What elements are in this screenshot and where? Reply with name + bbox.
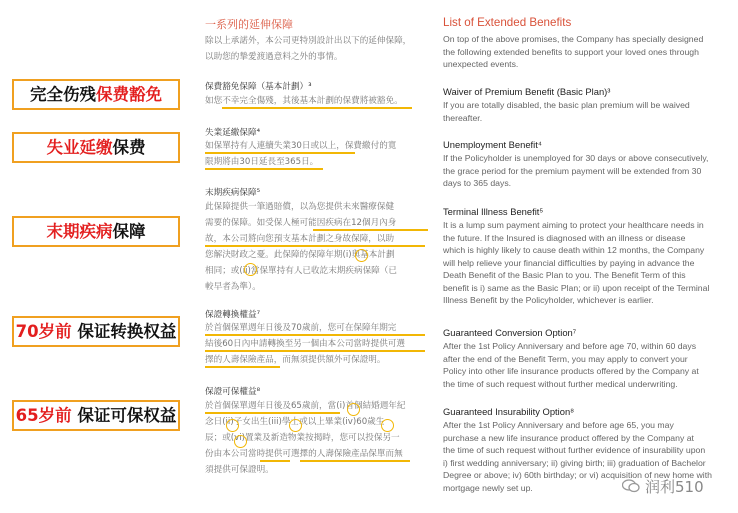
- en-body-conversion: [443, 340, 699, 390]
- zh-line: 於首個保單週年日後及70歲前，您可在保障年期完: [205, 323, 397, 333]
- en-line: After the 1st Policy Anniversary and before age 70, within 60 days: [443, 341, 697, 351]
- highlight-underline: [222, 107, 412, 109]
- en-line: the future. If the Insured is diagnosed with an illness or disease: [443, 232, 686, 243]
- en-body-terminal: [443, 219, 709, 307]
- zh-line: 於首個保單週年日後及65歲前，當(i)首個結婚週年紀: [205, 401, 406, 411]
- callout-premium-waiver: [12, 79, 180, 110]
- wechat-icon: [622, 478, 640, 492]
- en-intro: [443, 33, 703, 71]
- callout-text: 保证转换权益: [71, 322, 177, 341]
- en-head-insurability: Guaranteed Insurability Option⁸: [443, 406, 575, 417]
- en-line: the time of such request without further medical underwriting.: [443, 378, 678, 389]
- en-line: i) first wedding anniversary; ii) giving birth; iii) graduation of Bachelor: [443, 457, 706, 468]
- circle-marker: [244, 263, 257, 276]
- zh-line: 份由本公司當時提供可選擇的人壽保險產品保單而無: [205, 449, 403, 459]
- highlight-underline: [205, 334, 425, 336]
- en-line: after the end of the Benefit Term, you may apply to convert your: [443, 353, 688, 364]
- highlight-underline: [260, 460, 290, 462]
- en-line: thereafter.: [443, 112, 483, 123]
- zh-title: 一系列的延伸保障: [205, 18, 293, 31]
- highlight-underline: [300, 460, 410, 462]
- highlight-underline: [205, 366, 280, 368]
- callout-text: 保障: [112, 222, 146, 241]
- zh-body-conversion: [205, 320, 405, 368]
- circle-marker: [226, 419, 239, 432]
- highlight-underline: [205, 168, 323, 170]
- zh-head-conversion: 保證轉換權益⁷: [205, 310, 261, 320]
- en-line: unexpected events.: [443, 59, 519, 69]
- en-line: After the 1st Policy Anniversary and before age 65, you may: [443, 420, 674, 430]
- en-body-unemployment: [443, 152, 708, 190]
- callout-highlight: 末期疾病: [46, 222, 113, 241]
- highlight-underline: [205, 152, 355, 154]
- zh-line: 您解決財政之憂。此保障的保障年期(i)與基本計劃: [205, 250, 395, 260]
- highlight-underline: [313, 229, 428, 231]
- zh-head-waiver: 保費豁免保障（基本計劃）³: [205, 82, 312, 92]
- zh-line: 需要的保障。如受保人極可能因疾病在12個月內身: [205, 218, 397, 228]
- en-line: the time of such request without further evidence of insurability upon: [443, 445, 706, 455]
- en-head-waiver: Waiver of Premium Benefit (Basic Plan)³: [443, 86, 611, 97]
- en-line: Degree or above; iv) 60th birthday; or vi) acquisition of new home with: [443, 470, 712, 480]
- zh-intro: [205, 33, 411, 65]
- circle-marker: [234, 435, 247, 448]
- watermark-text: 润利510: [645, 478, 704, 496]
- en-head-conversion: Guaranteed Conversion Option⁷: [443, 327, 577, 338]
- en-line: Illness Benefit by the Policyholder, whichever is earlier.: [443, 295, 654, 305]
- callout-unemployment: [12, 132, 180, 163]
- en-head-unemployment: Unemployment Benefit⁴: [443, 139, 542, 150]
- callout-highlight: 保费豁免: [96, 85, 162, 104]
- en-line: On top of the above promises, the Company has specially designed: [443, 34, 704, 44]
- en-line: Death Benefit of the Basic Plan to you. The Benefit Term of this: [443, 270, 686, 280]
- en-body-waiver: [443, 99, 690, 124]
- zh-head-terminal: 末期疾病保障⁵: [205, 188, 261, 198]
- highlight-underline: [205, 412, 340, 414]
- zh-intro-line: 以助您的摯愛渡過意料之外的事情。: [205, 52, 343, 62]
- zh-line: 此保障提供一筆過賠償，以為您提供未來醫療保健: [205, 202, 395, 212]
- zh-line: 故，本公司將向您預支基本計劃之身故保障，以助: [205, 234, 395, 244]
- callout-text: 完全伤残: [30, 85, 96, 104]
- callout-highlight: 失业延缴: [46, 138, 113, 157]
- zh-line: 如您不幸完全傷殘，其後基本計劃的保費將被豁免。: [205, 96, 403, 106]
- callout-terminal-illness: [12, 216, 180, 247]
- zh-line: 限期將由30日延長至365日。: [205, 157, 319, 167]
- circle-marker: [355, 249, 368, 262]
- zh-head-unemployment: 失業延繳保障⁴: [205, 128, 261, 138]
- en-line: It is a lump sum payment aiming to protect your healthcare needs in: [443, 220, 704, 230]
- zh-line: 如保單持有人連續失業30日或以上，保費繳付的寬: [205, 141, 397, 151]
- zh-intro-line: 除以上承諾外，本公司更特別設計出以下的延伸保障，: [205, 36, 412, 46]
- en-title: List of Extended Benefits: [443, 16, 572, 29]
- en-line: the following extended benefits to support your loved ones through: [443, 46, 699, 57]
- en-line: Policy into other life insurance products offered by the Company at: [443, 366, 699, 376]
- callout-highlight: 70岁前: [15, 322, 72, 341]
- zh-line: 較早者為準）。: [205, 282, 261, 292]
- callout-insurability: [12, 400, 180, 431]
- zh-line: 念日(ii)子女出生(iii)學士或以上畢業(iv)60歲生: [205, 417, 385, 427]
- en-line: purchase a new life insurance product offered by the Company at: [443, 432, 694, 443]
- en-line: days to 365 days.: [443, 178, 512, 188]
- circle-marker: [289, 419, 302, 432]
- zh-line: 結後60日內申請轉換至另一個由本公司當時提供可選: [205, 339, 405, 349]
- en-line: will help relieve your financial difficulties by paying in advance the: [443, 257, 695, 268]
- highlight-underline: [205, 245, 425, 247]
- zh-line: 擇的人壽保險產品，而無須提供額外可保證明。: [205, 355, 386, 365]
- zh-line: 辰；或(vi)置業及新造物業按揭時，您可以投保另一: [205, 433, 400, 443]
- zh-line: 相同；或(ii)當保單持有人已收訖末期疾病保障（已: [205, 266, 397, 276]
- highlight-underline: [205, 350, 425, 352]
- zh-head-insurability: 保證可保權益⁸: [205, 387, 261, 397]
- en-line: If the Policyholder is unemployed for 30 days or above consecutively,: [443, 153, 709, 163]
- zh-body-terminal: [205, 199, 397, 295]
- en-head-terminal: Terminal Illness Benefit⁵: [443, 206, 544, 217]
- circle-marker: [381, 419, 394, 432]
- callout-highlight: 65岁前: [15, 406, 72, 425]
- callout-text: 保费: [112, 138, 146, 157]
- zh-body-unemployment: [205, 138, 396, 170]
- callout-text: 保证可保权益: [71, 406, 177, 425]
- en-line: mortgage newly set up.: [443, 482, 533, 493]
- zh-line: 須提供可保證明。: [205, 465, 274, 475]
- en-line: the grace period for the premium payment will be extended from 30: [443, 165, 702, 176]
- en-line: which is highly likely to cause death within 12 months, the Company: [443, 245, 705, 255]
- circle-marker: [347, 403, 360, 416]
- callout-conversion: [12, 316, 180, 347]
- en-line: If you are totally disabled, the basic plan premium will be waived: [443, 100, 690, 110]
- en-line: benefit is i) same as the Basic Plan; or ii) upon receipt of the Terminal: [443, 282, 710, 293]
